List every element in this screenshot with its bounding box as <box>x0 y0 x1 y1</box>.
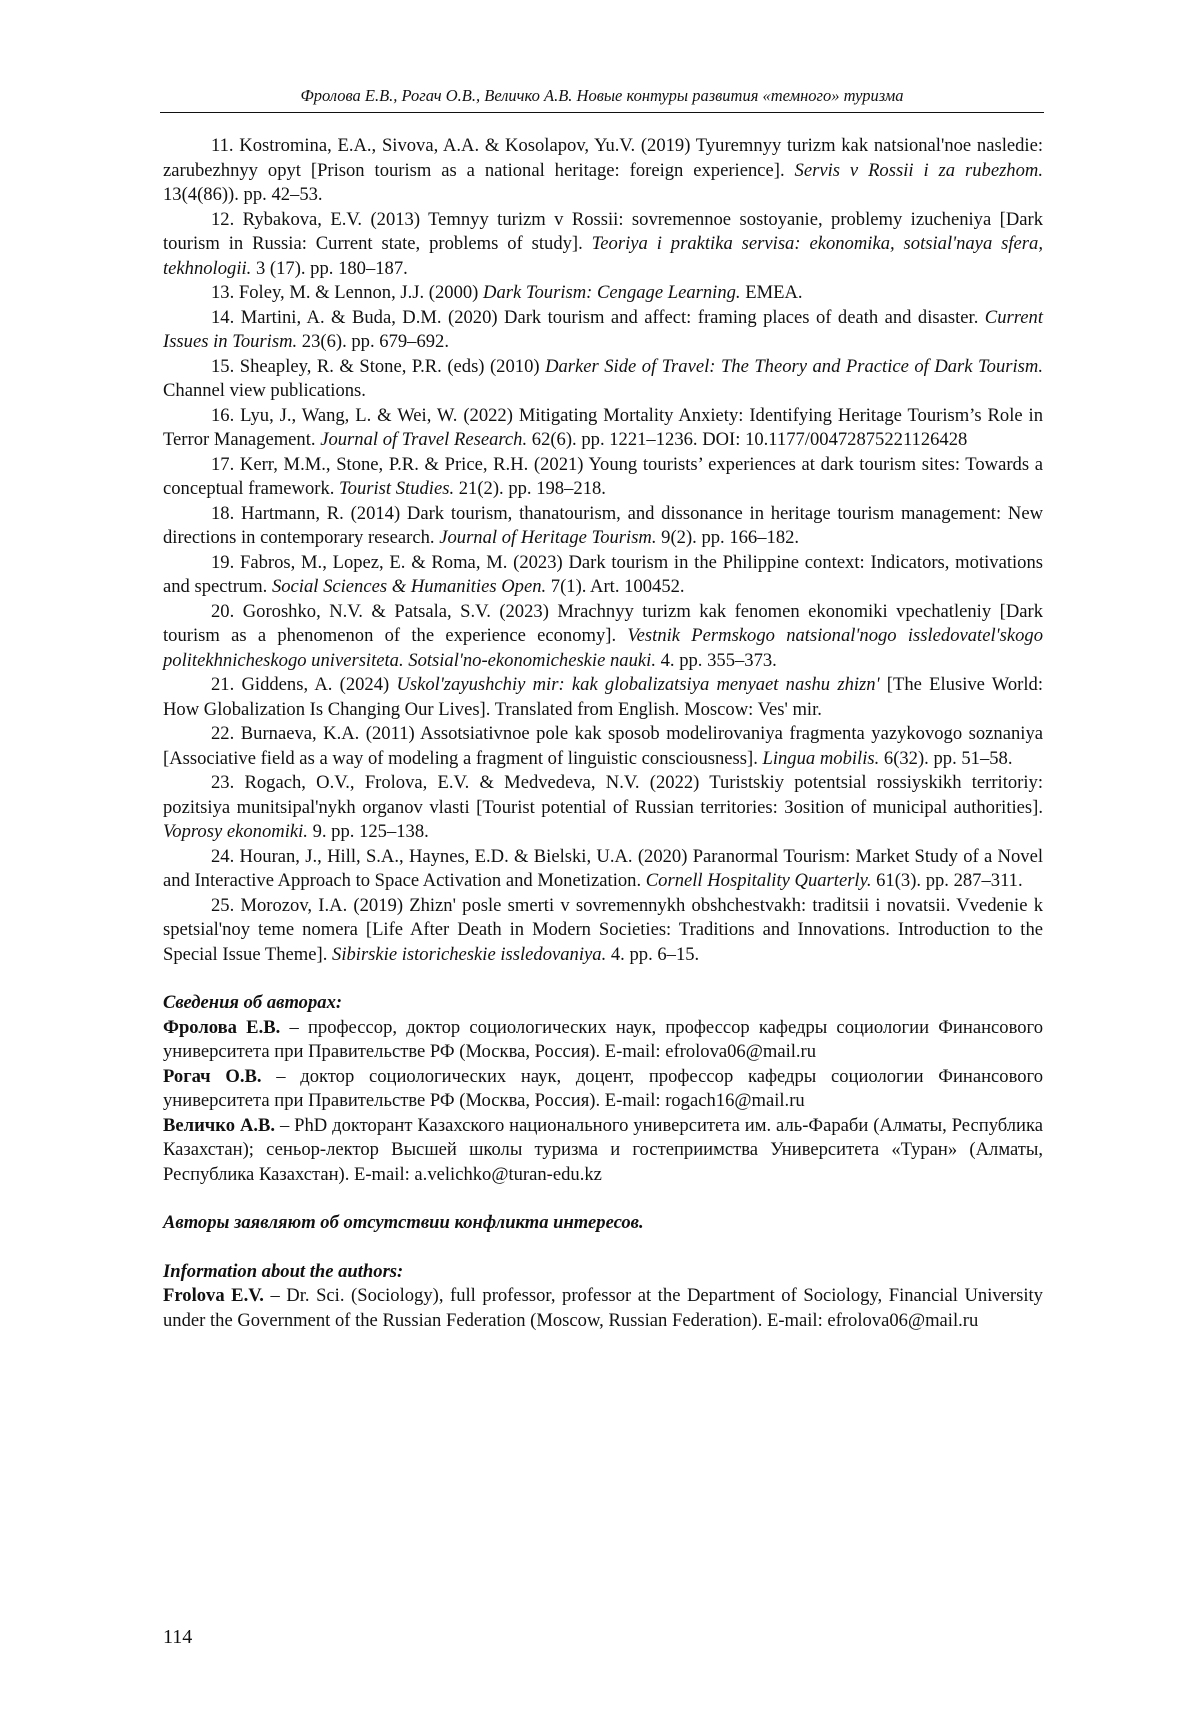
reference-item <box>163 453 1043 502</box>
reference-details: 4. pp. 6–15. <box>606 943 700 965</box>
authors-list-en <box>163 1284 1043 1333</box>
reference-number: 15. <box>211 355 235 377</box>
author-description: – PhD докторант Казахского национального университета им. аль-Фараби (Алматы, Республика Казахстан); сеньор-лектор Высшей школы туризма и гостеприимства Университета «Туран» (Алматы, Республика Казахстан). E-mail: a.velichko@turan-edu.kz <box>163 1114 1043 1185</box>
reference-details: 4. pp. 355–373. <box>655 649 777 671</box>
page-number: 114 <box>163 1626 193 1648</box>
header-rule <box>160 112 1044 113</box>
reference-source-title: Journal of Heritage Tourism. <box>439 527 657 548</box>
reference-details: Channel view publications. <box>163 380 366 401</box>
reference-text: Rogach, O.V., Frolova, E.V. & Medvedeva, N.V. (2022) Turistskiy potentsial rossiyskikh territoriy: pozitsiya munitsipal'nykh organov vlasti [Tourist potential of Russian territories: Зosition of municipal authorities]. <box>163 772 1043 818</box>
reference-text: Goroshko, N.V. & Patsala, S.V. (2023) Mrachnyy turizm kak fenomen ekonomiki vpechatleniy [Dark tourism as a phenomenon of the experience economy]. <box>163 600 1043 646</box>
authors-info-ru <box>163 991 1043 1187</box>
reference-number: 21. <box>211 674 235 695</box>
reference-text: Burnaeva, K.A. (2011) Assotsiativnoe pole kak sposob modelirovaniya fragmenta yazykovogo soznaniya [Associative field as a way of modeling a fragment of linguistic consciousness]. <box>163 723 1043 769</box>
reference-source-title: Darker Side of Travel: The Theory and Practice of Dark Tourism. <box>545 355 1043 377</box>
reference-source-title: Teoriya i praktika servisa: ekonomika, sotsial'naya sfera, tekhnologii. <box>163 233 1043 279</box>
reference-number: 12. <box>211 208 235 230</box>
reference-item <box>163 551 1043 600</box>
reference-item <box>163 134 1043 208</box>
reference-item <box>163 404 1043 453</box>
reference-source-title: Servis v Rossii i za rubezhom. <box>794 159 1043 181</box>
reference-source-title: Tourist Studies. <box>339 478 455 499</box>
reference-details: 62(6). pp. 1221–1236. DOI: 10.1177/00472875221126428 <box>527 429 968 450</box>
reference-item <box>163 306 1043 355</box>
reference-text: Kerr, M.M., Stone, P.R. & Price, R.H. (2021) Young tourists’ experiences at dark tourism sites: Towards a conceptual framework. <box>163 453 1043 499</box>
reference-details: 61(3). pp. 287–311. <box>871 870 1023 891</box>
reference-item <box>163 722 1043 771</box>
reference-number: 25. <box>211 894 235 916</box>
author-entry <box>163 1016 1043 1065</box>
conflict-of-interest-statement: Авторы заявляют об отсутствии конфликта интересов. <box>163 1212 644 1233</box>
reference-text: Houran, J., Hill, S.A., Haynes, E.D. & Bielski, U.A. (2020) Paranormal Tourism: Market Study of a Novel and Interactive Approach to Space Activation and Monetization. <box>163 845 1043 891</box>
reference-source-title: Dark Tourism: Cengage Learning. <box>483 282 741 303</box>
reference-source-title: Uskol'zayushchiy mir: kak globalizatsiya menyaet nashu zhizn' <box>396 674 880 695</box>
reference-text: Rybakova, E.V. (2013) Temnyy turizm v Rossii: sovremennoe sostoyanie, problemy izucheniya [Dark tourism in Russia: Current state, problems of study]. <box>163 208 1043 254</box>
reference-number: 23. <box>211 772 235 793</box>
reference-item <box>163 208 1043 282</box>
author-name: Фролова Е.В. <box>163 1016 281 1038</box>
reference-text: Lyu, J., Wang, L. & Wei, W. (2022) Mitigating Mortality Anxiety: Identifying Heritage Tourism’s Role in Terror Management. <box>163 404 1043 450</box>
reference-text: Kostromina, E.A., Sivova, A.A. & Kosolapov, Yu.V. (2019) Tyuremnyy turizm kak natsional'noe nasledie: zarubezhnyy opyt [Prison tourism as a national heritage: foreign experience]. <box>163 135 1043 181</box>
reference-source-title: Current Issues in Tourism. <box>163 306 1043 352</box>
reference-source-title: Journal of Travel Research. <box>320 429 528 450</box>
reference-source-title: Sibirskie istoricheskie issledovaniya. <box>332 943 607 965</box>
authors-heading-ru: Сведения об авторах: <box>163 992 343 1013</box>
reference-number: 11. <box>211 135 234 156</box>
reference-source-title: Cornell Hospitality Quarterly. <box>645 870 872 891</box>
reference-details: EMEA. <box>740 282 803 303</box>
reference-item <box>163 502 1043 551</box>
reference-number: 19. <box>211 551 235 573</box>
reference-details: 9. pp. 125–138. <box>307 821 429 842</box>
reference-list <box>163 134 1043 967</box>
authors-list-ru <box>163 1016 1043 1188</box>
author-description: – профессор, доктор социологических наук, профессор кафедры социологии Финансового университета при Правительстве РФ (Москва, Россия). E-mail: efrolova06@mail.ru <box>163 1016 1043 1062</box>
authors-heading-en: Information about the authors: <box>163 1260 404 1282</box>
reference-text: Martini, A. & Buda, D.M. (2020) Dark tourism and affect: framing places of death and disaster. <box>234 306 985 328</box>
reference-details: 21(2). pp. 198–218. <box>454 478 606 499</box>
reference-number: 22. <box>211 723 235 744</box>
reference-item <box>163 281 1043 306</box>
reference-text: Fabros, M., Lopez, E. & Roma, M. (2023) Dark tourism in the Philippine context: Indicators, motivations and spectrum. <box>163 551 1043 597</box>
running-title: Фролова Е.В., Рогач О.В., Величко А.В. Новые контуры развития «темного» туризма <box>300 86 904 105</box>
reference-source-title: Lingua mobilis. <box>762 747 880 769</box>
authors-info-en <box>163 1260 1043 1334</box>
author-name: Величко А.В. <box>163 1114 276 1136</box>
author-entry <box>163 1065 1043 1114</box>
reference-text: Foley, M. & Lennon, J.J. (2000) <box>234 282 484 303</box>
reference-number: 16. <box>211 404 235 426</box>
reference-source-title: Social Sciences & Humanities Open. <box>271 576 547 597</box>
reference-details: [The Elusive World: How Globalization Is Changing Our Lives]. Translated from English. Moscow: Ves' mir. <box>163 674 1043 720</box>
reference-number: 24. <box>211 845 235 867</box>
reference-item <box>163 894 1043 968</box>
reference-item <box>163 771 1043 845</box>
reference-details: 13(4(86)). pp. 42–53. <box>163 184 323 205</box>
reference-details: 23(6). pp. 679–692. <box>297 331 449 352</box>
reference-number: 18. <box>211 502 235 524</box>
reference-item <box>163 845 1043 894</box>
page-content <box>163 134 1043 1333</box>
author-description: – Dr. Sci. (Sociology), full professor, professor at the Department of Sociology, Financial University under the Government of the Russian Federation (Moscow, Russian Federation). E-mail: efrolova06@mail.ru <box>163 1285 1043 1331</box>
reference-source-title: Vestnik Permskogo natsional'nogo issledovatel'skogo politekhnicheskogo universiteta. Sotsial'no-ekonomicheskie nauki. <box>163 625 1043 671</box>
reference-number: 17. <box>211 453 235 475</box>
reference-details: 9(2). pp. 166–182. <box>656 527 800 548</box>
author-entry <box>163 1284 1043 1333</box>
reference-number: 13. <box>211 282 235 303</box>
reference-text: Sheapley, R. & Stone, P.R. (eds) (2010) <box>234 355 546 377</box>
author-name: Рогач О.В. <box>163 1065 262 1087</box>
reference-number: 14. <box>211 306 235 328</box>
reference-item <box>163 355 1043 404</box>
reference-text: Morozov, I.A. (2019) Zhizn' posle smerti v sovremennykh obshchestvakh: traditsii i novatsii. Vvedenie k spetsial'noy teme nomera [Life After Death in Modern Societies: Traditions and Innovations. Introduction to the Special Issue Theme]. <box>163 894 1043 965</box>
reference-text: Giddens, A. (2024) <box>234 674 397 695</box>
reference-source-title: Voprosy ekonomiki. <box>163 821 308 842</box>
reference-details: 6(32). pp. 51–58. <box>879 747 1013 769</box>
reference-item <box>163 673 1043 722</box>
author-name: Frolova E.V. <box>163 1285 264 1306</box>
reference-details: 7(1). Art. 100452. <box>546 576 685 597</box>
reference-text: Hartmann, R. (2014) Dark tourism, thanatourism, and dissonance in heritage tourism management: New directions in contemporary research. <box>163 502 1043 548</box>
author-entry <box>163 1114 1043 1188</box>
author-description: – доктор социологических наук, доцент, профессор кафедры социологии Финансового университета при Правительстве РФ (Москва, Россия). E-mail: rogach16@mail.ru <box>163 1065 1044 1111</box>
reference-details: 3 (17). pp. 180–187. <box>251 257 408 279</box>
reference-item <box>163 600 1043 674</box>
reference-number: 20. <box>211 600 235 622</box>
